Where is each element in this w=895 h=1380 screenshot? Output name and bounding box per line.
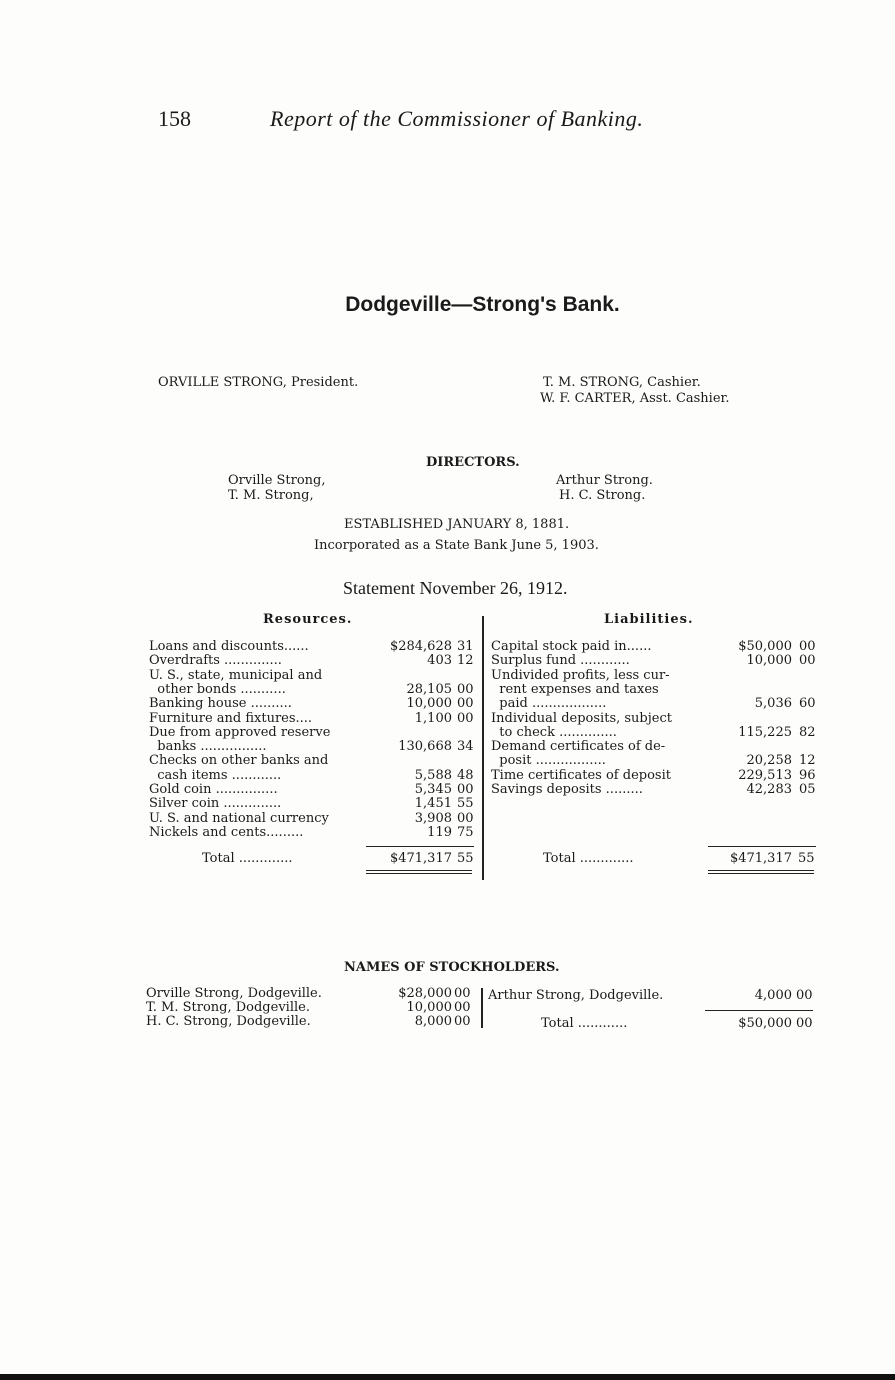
- stockholders-total-rule: [705, 1010, 813, 1011]
- liability-row-cents: 60: [799, 696, 816, 712]
- resource-row-dollars: 1,100: [414, 710, 452, 726]
- resource-row-dollars: 119: [427, 824, 452, 840]
- resource-row-label: Nickels and cents.........: [149, 824, 304, 840]
- resource-row-dollars: 1,451: [414, 796, 452, 812]
- liability-row-dollars: $50,000: [738, 639, 792, 654]
- resource-row-dollars: 5,345: [414, 782, 452, 797]
- resource-row-cents: 31: [457, 639, 474, 654]
- resources-total-cents: 55: [457, 851, 474, 866]
- stockholder-left-name: Orville Strong, Dodgeville.: [146, 986, 322, 1001]
- liability-row-label: to check ..............: [491, 724, 617, 740]
- resource-row-dollars: 5,588: [414, 767, 452, 783]
- resource-row-cents: 00: [457, 710, 474, 726]
- liability-row-label: paid ..................: [491, 696, 607, 712]
- stockholder-left-name: H. C. Strong, Dodgeville.: [146, 1014, 311, 1029]
- resource-row-label: other bonds ...........: [149, 681, 286, 697]
- director-right-1: Arthur Strong.: [556, 473, 653, 488]
- stockholder-left-dollars: 8,000: [414, 1014, 452, 1029]
- liability-row-label: Demand certificates of de-: [491, 739, 666, 755]
- established: ESTABLISHED JANUARY 8, 1881.: [344, 517, 570, 532]
- running-title: Report of the Commissioner of Banking.: [270, 106, 644, 131]
- liability-row-dollars: 115,225: [738, 724, 792, 740]
- stockholders-heading: NAMES OF STOCKHOLDERS.: [344, 960, 560, 975]
- incorporated: Incorporated as a State Bank June 5, 1903.: [314, 538, 599, 553]
- liability-row-dollars: 5,036: [754, 696, 792, 712]
- director-left-1: Orville Strong,: [228, 473, 326, 488]
- statement-title: Statement November 26, 1912.: [343, 578, 568, 598]
- stockholder-right-cents: 00: [796, 988, 813, 1003]
- liability-row-cents: 05: [799, 782, 816, 797]
- liability-row-label: Capital stock paid in......: [491, 639, 652, 654]
- column-divider: [482, 616, 484, 880]
- resources-heading: Resources.: [263, 612, 353, 627]
- liability-row-label: Individual deposits, subject: [491, 710, 672, 726]
- page-bottom-edge: [0, 1374, 895, 1380]
- resources-total-rule: [366, 846, 474, 847]
- liability-row-label: Time certificates of deposit: [491, 767, 671, 783]
- stockholder-left-cents: 00: [454, 986, 471, 1001]
- resources-total-dollars: $471,317: [389, 851, 452, 866]
- directors-heading: DIRECTORS.: [426, 455, 520, 470]
- cashier: T. M. STRONG, Cashier.: [543, 375, 701, 390]
- resources-total-double-rule: [366, 870, 472, 874]
- resource-row-dollars: 10,000: [406, 696, 452, 712]
- liabilities-total-cents: 55: [798, 851, 815, 866]
- resource-row-cents: 75: [457, 824, 474, 840]
- resource-row-cents: 00: [457, 681, 474, 697]
- liability-row-cents: 00: [799, 653, 816, 669]
- liability-row-dollars: 229,513: [738, 767, 792, 783]
- resource-row-label: Overdrafts ..............: [149, 653, 282, 669]
- resource-row-dollars: 3,908: [414, 810, 452, 826]
- liability-row-dollars: 20,258: [746, 753, 792, 769]
- resource-row-label: Loans and discounts......: [149, 639, 309, 654]
- page-number: 158: [158, 106, 191, 131]
- resource-row-label: Silver coin ..............: [149, 796, 282, 812]
- resource-row-cents: 00: [457, 782, 474, 797]
- resource-row-label: banks ................: [149, 739, 267, 755]
- liabilities-total-dollars: $471,317: [729, 851, 792, 866]
- stockholders-total-label: Total ............: [541, 1016, 628, 1031]
- stockholders-divider: [481, 988, 483, 1028]
- resource-row-label: Due from approved reserve: [149, 724, 331, 740]
- liabilities-total-double-rule: [708, 870, 814, 874]
- resource-row-label: cash items ............: [149, 767, 282, 783]
- stockholder-left-cents: 00: [454, 1000, 471, 1015]
- stockholders-total-dollars: $50,000: [738, 1016, 792, 1031]
- stockholder-left-cents: 00: [454, 1014, 471, 1029]
- resource-row-label: Gold coin ...............: [149, 782, 278, 797]
- liability-row-label: Savings deposits .........: [491, 782, 643, 797]
- resource-row-cents: 00: [457, 810, 474, 826]
- resource-row-label: U. S. and national currency: [149, 810, 329, 826]
- liability-row-dollars: 42,283: [746, 782, 792, 797]
- bank-title: Dodgeville—Strong's Bank.: [345, 293, 620, 316]
- resources-total-label: Total .............: [202, 851, 293, 866]
- director-left-2: T. M. Strong,: [228, 488, 314, 503]
- stockholder-left-dollars: $28,000: [398, 986, 452, 1001]
- liability-row-dollars: 10,000: [746, 653, 792, 669]
- director-right-2: H. C. Strong.: [559, 488, 646, 503]
- resource-row-cents: 48: [457, 767, 474, 783]
- resource-row-label: Furniture and fixtures....: [149, 710, 313, 726]
- liability-row-cents: 12: [799, 753, 816, 769]
- resource-row-dollars: 130,668: [398, 739, 452, 755]
- president: ORVILLE STRONG, President.: [158, 375, 359, 390]
- resource-row-label: U. S., state, municipal and: [149, 667, 323, 683]
- resource-row-cents: 00: [457, 696, 474, 712]
- liability-row-label: Surplus fund ............: [491, 653, 630, 669]
- resource-row-cents: 12: [457, 653, 474, 669]
- asst-cashier: W. F. CARTER, Asst. Cashier.: [540, 391, 730, 406]
- stockholder-left-name: T. M. Strong, Dodgeville.: [146, 1000, 310, 1015]
- resource-row-cents: 34: [457, 739, 474, 755]
- liability-row-cents: 82: [799, 724, 816, 740]
- liabilities-total-label: Total .............: [543, 851, 634, 866]
- liability-row-cents: 96: [799, 767, 816, 783]
- stockholder-right-dollars: 4,000: [754, 988, 792, 1003]
- stockholder-right-name: Arthur Strong, Dodgeville.: [488, 988, 664, 1003]
- resource-row-label: Checks on other banks and: [149, 753, 329, 769]
- resource-row-dollars: $284,628: [389, 639, 452, 654]
- liabilities-total-rule: [708, 846, 816, 847]
- liability-row-label: posit .................: [491, 753, 606, 769]
- liability-row-cents: 00: [799, 639, 816, 654]
- resource-row-dollars: 28,105: [406, 681, 452, 697]
- stockholders-total-cents: 00: [796, 1016, 813, 1031]
- stockholder-left-dollars: 10,000: [406, 1000, 452, 1015]
- liability-row-label: rent expenses and taxes: [491, 681, 659, 697]
- liability-row-label: Undivided profits, less cur-: [491, 667, 670, 683]
- resource-row-label: Banking house ..........: [149, 696, 292, 712]
- liabilities-heading: Liabilities.: [604, 612, 694, 627]
- resource-row-cents: 55: [457, 796, 474, 812]
- resource-row-dollars: 403: [427, 653, 452, 669]
